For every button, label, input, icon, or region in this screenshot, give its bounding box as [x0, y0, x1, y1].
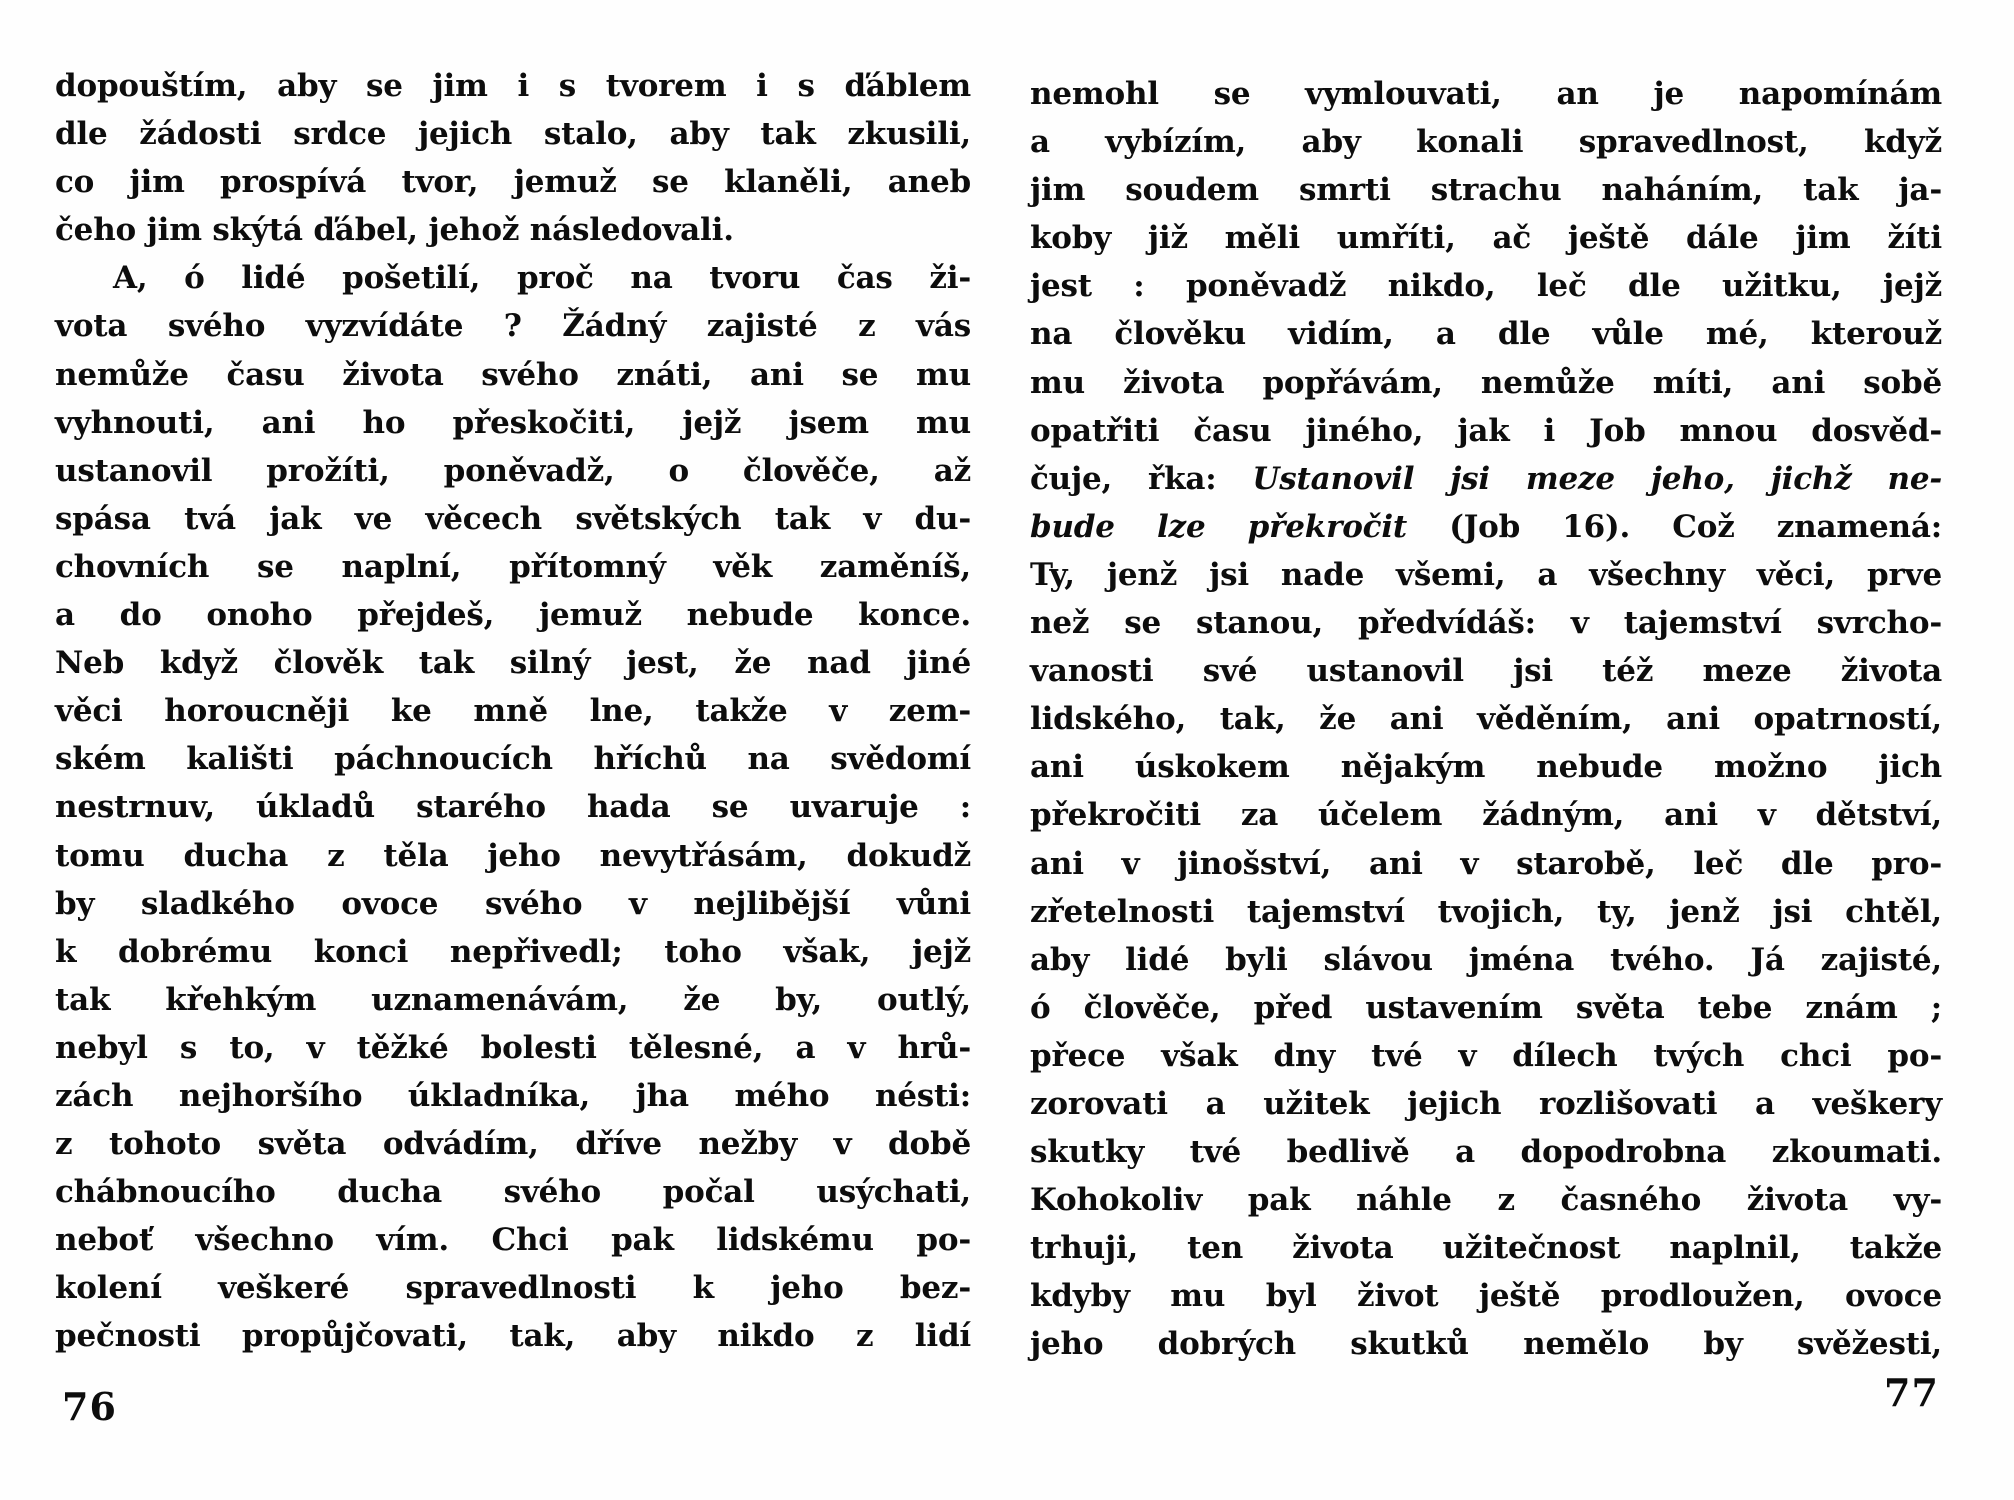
- text-line: čeho jim skýtá ďábel, jehož následovali.: [55, 212, 734, 249]
- text-line: lidského, tak, že ani věděním, ani opatrností,: [1030, 701, 1942, 738]
- text-line: nestrnuv, úkladů starého hada se uvaruje :: [55, 789, 971, 826]
- text-line: zorovati a užitek jejich rozlišovati a veškery: [1030, 1085, 1942, 1122]
- text-line: tomu ducha z těla jeho nevytřásám, dokudž: [55, 837, 971, 874]
- text-line: by sladkého ovoce svého v nejlibější vůni: [55, 885, 971, 922]
- page-right-text-block: [1030, 70, 1942, 1369]
- text-line: kdyby mu byl život ještě prodloužen, ovoce: [1030, 1278, 1942, 1315]
- page-right-number: 77: [1884, 1370, 1939, 1415]
- text-segment: čuje, řka:: [1030, 460, 1253, 497]
- text-line: co jim prospívá tvor, jemuž se klaněli, aneb: [55, 164, 971, 201]
- text-line: trhuji, ten života užitečnost naplnil, takže: [1030, 1230, 1942, 1267]
- text-line: kolení veškeré spravedlnosti k jeho bez-: [55, 1270, 971, 1307]
- text-line: pečnosti propůjčovati, tak, aby nikdo z lidí: [55, 1318, 971, 1355]
- text-segment-italic: Ustanovil jsi meze jeho, jichž ne-: [1252, 460, 1943, 497]
- text-line: ani úskokem nějakým nebude možno jich: [1030, 749, 1942, 786]
- text-segment-italic: bude lze překročit: [1030, 508, 1408, 545]
- text-line: jeho dobrých skutků nemělo by svěžesti,: [1030, 1326, 1942, 1363]
- text-line: dle žádosti srdce jejich stalo, aby tak zkusili,: [55, 116, 971, 153]
- text-line: na člověku vidím, a dle vůle mé, kterouž: [1030, 316, 1942, 353]
- text-line: jest : poněvadž nikdo, leč dle užitku, jejž: [1030, 268, 1942, 305]
- text-line: chovních se naplní, přítomný věk zaměníš,: [55, 548, 971, 585]
- text-line: zřetelnosti tajemství tvojich, ty, jenž jsi chtěl,: [1030, 893, 1942, 930]
- text-line: spása tvá jak ve věcech světských tak v du-: [55, 500, 971, 537]
- text-line: přece však dny tvé v dílech tvých chci po-: [1030, 1037, 1942, 1074]
- text-line: překročiti za účelem žádným, ani v dětství,: [1030, 797, 1942, 834]
- text-line: vota svého vyzvídáte ? Žádný zajisté z vás: [55, 308, 971, 345]
- text-line: Neb když člověk tak silný jest, že nad jiné: [55, 645, 971, 682]
- text-line: Kohokoliv pak náhle z časného života vy-: [1030, 1182, 1942, 1219]
- text-line: zách nejhoršího úkladníka, jha mého nésti:: [55, 1077, 971, 1114]
- text-line: jim soudem smrti strachu naháním, tak ja-: [1030, 172, 1942, 209]
- text-line: vyhnouti, ani ho přeskočiti, jejž jsem mu: [55, 404, 971, 441]
- text-line: ó člověče, před ustavením světa tebe znám ;: [1030, 989, 1942, 1026]
- text-line: ani v jinošství, ani v starobě, leč dle pro-: [1030, 845, 1942, 882]
- text-line: nemůže času života svého znáti, ani se mu: [55, 356, 971, 393]
- text-line: skutky tvé bedlivě a dopodrobna zkoumati.: [1030, 1134, 1942, 1171]
- text-line: chábnoucího ducha svého počal usýchati,: [55, 1174, 971, 1211]
- text-line: Ty, jenž jsi nade všemi, a všechny věci, prve: [1030, 556, 1942, 593]
- text-line: neboť všechno vím. Chci pak lidskému po-: [55, 1222, 971, 1259]
- text-line: z tohoto světa odvádím, dříve nežby v době: [55, 1126, 971, 1163]
- text-line: nebyl s to, v těžké bolesti tělesné, a v hrů-: [55, 1029, 971, 1066]
- page-left-number: 76: [62, 1384, 117, 1429]
- text-line: a do onoho přejdeš, jemuž nebude konce.: [55, 597, 971, 634]
- text-line: dopouštím, aby se jim i s tvorem i s ďáblem: [55, 68, 971, 104]
- text-line: vanosti své ustanovil jsi též meze života: [1030, 653, 1942, 690]
- text-line: [1030, 455, 1942, 503]
- text-line: opatřiti času jiného, jak i Job mnou dosvěd-: [1030, 412, 1942, 449]
- text-line: ustanovil prožíti, poněvadž, o člověče, až: [55, 452, 971, 489]
- text-line: [1030, 503, 1942, 551]
- text-line: tak křehkým uznamenávám, že by, outlý,: [55, 981, 971, 1018]
- text-line: věci horoucněji ke mně lne, takže v zem-: [55, 693, 971, 730]
- text-line: aby lidé byli slávou jména tvého. Já zajisté,: [1030, 941, 1942, 978]
- text-line: k dobrému konci nepřivedl; toho však, jejž: [55, 933, 971, 970]
- text-line: a vybízím, aby konali spravedlnost, když: [1030, 124, 1942, 161]
- text-segment: (Job 16). Což znamená:: [1407, 508, 1942, 545]
- text-line: koby již měli umříti, ač ještě dále jim žíti: [1030, 220, 1942, 257]
- text-line: ském kališti páchnoucích hříchů na svědomí: [55, 741, 971, 778]
- text-line: A, ó lidé pošetilí, proč na tvoru čas ži-: [113, 260, 971, 297]
- text-line: mu života popřávám, nemůže míti, ani sobě: [1030, 364, 1942, 401]
- text-line: nemohl se vymlouvati, an je napomínám: [1030, 76, 1942, 112]
- text-line: než se stanou, předvídáš: v tajemství svrcho-: [1030, 605, 1942, 642]
